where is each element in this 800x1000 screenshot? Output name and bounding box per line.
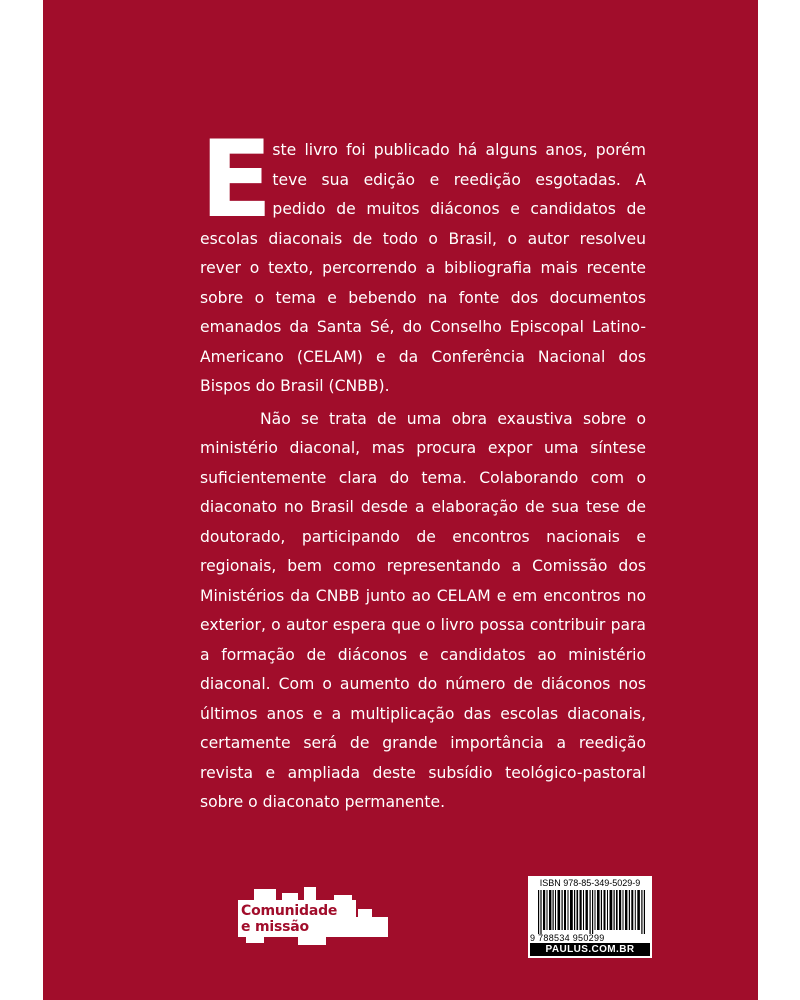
barcode-icon — [538, 890, 648, 934]
isbn-barcode-box — [528, 876, 652, 958]
back-cover — [43, 0, 758, 1000]
isbn-number: ISBN 978-85-349-5029-9 — [539, 878, 641, 888]
synopsis-paragraph-2: Não se trata de uma obra exaustiva sobre o ministério diaconal, mas procura expor uma síntese suficientemente clara do tema. Colaborando com o diaconato no Brasil desde a elaboração de sua tese de doutorado, participando de encontros nacionais e regionais, bem como representando a Comissão dos Ministérios da CNBB junto ao CELAM e em encontros no exterior, o autor espera que o livro possa contribuir para a formação de diáconos e candidatos ao ministério diaconal. Com o aumento do número de diáconos nos últimos anos e a multiplicação das escolas diaconais, certamente será de grande importância a reedição revista e ampliada deste subsídio teológico-pastoral sobre o diaconato permanente. — [200, 409, 646, 811]
cover-synopsis — [200, 118, 646, 818]
synopsis-paragraph-1 — [200, 118, 646, 402]
paragraph-1-text: ste livro foi publicado há alguns anos, porém teve sua edição e reedição esgotadas. A pedido de muitos diáconos e candidatos de escolas diaconais de todo o Brasil, o autor resolveu rever o texto, percorrendo a bibliografia mais recente sobre o tema e bebendo na fonte dos documentos emanados da Santa Sé, do Conselho Episcopal Latino-Americano (CELAM) e da Conferência Nacional dos Bispos do Brasil (CNBB). — [200, 141, 646, 395]
barcode-digits: 9 788534 950299 — [530, 933, 605, 943]
drop-cap-letter: E — [200, 118, 271, 241]
logo-line-2: e missão — [241, 919, 309, 935]
logo-line-1: Comunidade — [241, 903, 338, 919]
publisher-website: PAULUS.COM.BR — [530, 943, 650, 956]
collection-logo — [238, 887, 398, 945]
